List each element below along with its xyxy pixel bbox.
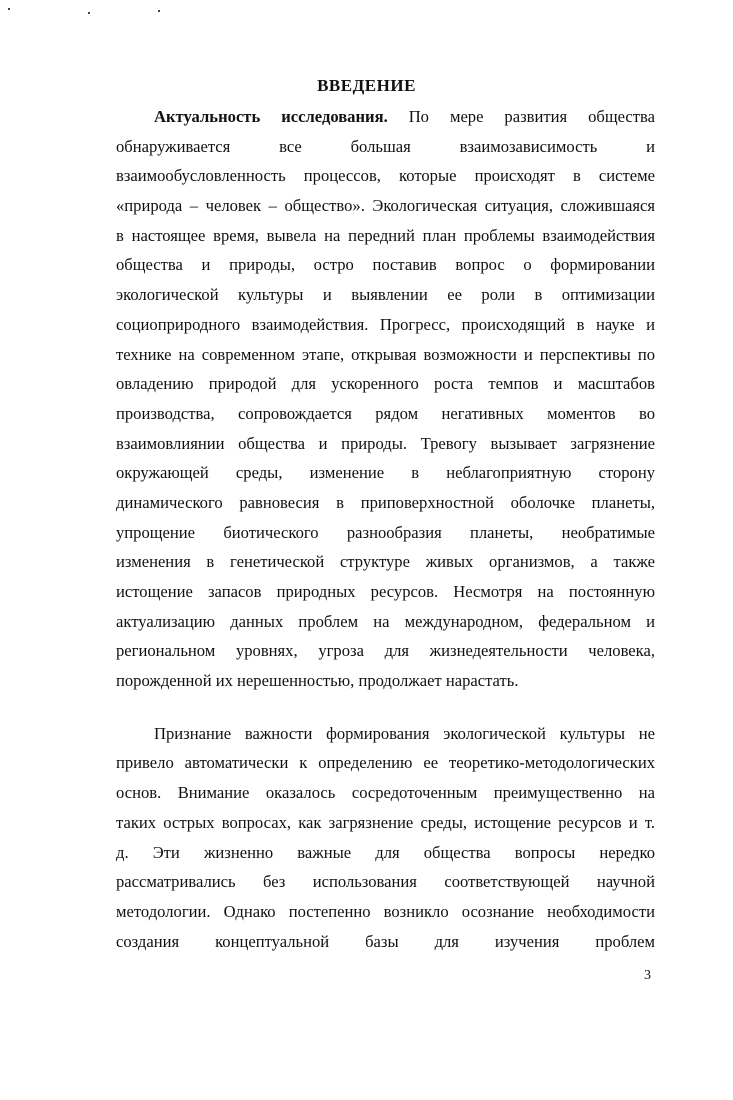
scan-speck: [8, 8, 10, 10]
text-line: в настоящее время, вывела на передний план проблемы взаимодействия: [116, 225, 655, 245]
text-line: овладению природой для ускоренного роста темпов и масштабов: [116, 374, 655, 394]
text-line: «природа – человек – общество». Экологическая ситуация, сложившаяся: [116, 196, 655, 216]
text-line: основ. Внимание оказалось сосредоточенным преимущественно на: [116, 783, 655, 803]
text-line: технике на современном этапе, открывая возможности и перспективы по: [116, 344, 655, 364]
paragraph-gap: [116, 696, 655, 719]
text-line: рассматривались без использования соответствующей научной: [116, 872, 655, 892]
text-line: социоприродного взаимодействия. Прогресс, происходящий в науке и: [116, 314, 655, 334]
paragraph-1-line-1: [116, 102, 655, 132]
section-title: ВВЕДЕНИЕ: [317, 76, 416, 95]
text-line: взаимообусловленность процессов, которые происходят в системе: [116, 166, 655, 186]
text-line: создания концептуальной базы для изучения проблем: [116, 931, 655, 951]
text-line: упрощение биотического разнообразия планеты, необратимые: [116, 522, 655, 542]
text-line: обнаруживается все большая взаимозависимость и: [116, 136, 655, 156]
scan-speck: [158, 10, 160, 12]
text-line: динамического равновесия в приповерхностной оболочке планеты,: [116, 492, 655, 512]
text-line: порожденной их нерешенностью, продолжает нарастать.: [116, 671, 519, 691]
page-number: 3: [644, 968, 651, 983]
text-line: изменения в генетической структуре живых организмов, а также: [116, 552, 655, 572]
text-line: актуализацию данных проблем на международном, федеральном и: [116, 611, 655, 631]
text-line: истощение запасов природных ресурсов. Несмотря на постоянную: [116, 582, 655, 601]
body-text: [116, 102, 655, 956]
text-line: окружающей среды, изменение в неблагоприятную сторону: [116, 463, 655, 483]
scan-speck: [88, 12, 90, 14]
text-line: общества и природы, остро поставив вопрос о формировании: [116, 255, 655, 275]
text-line: д. Эти жизненно важные для общества вопросы нередко: [116, 842, 655, 862]
text-line: экологической культуры и выявлении ее роли в оптимизации: [116, 285, 655, 305]
lead-phrase: Актуальность исследования.: [154, 107, 388, 126]
text-line: взаимовлиянии общества и природы. Тревогу вызывает загрязнение: [116, 433, 655, 453]
text-line: таких острых вопросах, как загрязнение среды, истощение ресурсов и т.: [116, 812, 655, 832]
text-line: производства, сопровождается рядом негативных моментов во: [116, 403, 655, 423]
text-line: методологии. Однако постепенно возникло осознание необходимости: [116, 901, 655, 921]
text-line: привело автоматически к определению ее теоретико-методологических: [116, 753, 655, 773]
first-line-rest: По мере развития общества: [387, 107, 655, 126]
text-line: региональном уровнях, угроза для жизнедеятельности человека,: [116, 641, 655, 661]
text-line: Признание важности формирования экологической культуры не: [154, 723, 655, 743]
